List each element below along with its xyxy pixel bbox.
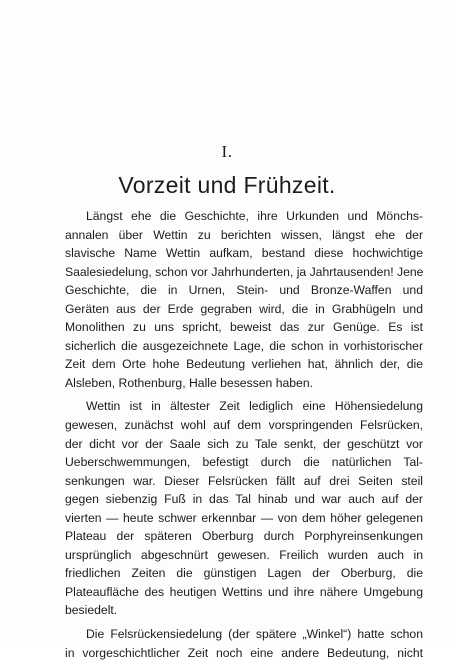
text-line: Plateau der späteren Oberburg durch Porphyreinsenkungen — [65, 529, 423, 544]
text-line: der dicht vor der Saale sich zu Tale senkt, der geschützt vor — [65, 436, 423, 451]
chapter-title: Vorzeit und Frühzeit. — [118, 172, 336, 198]
text-line: gegen siebenzig Fuß in das Tal hinab und war auch auf der — [65, 492, 423, 507]
text-line: Alsleben, Rothenburg, Halle besessen haben. — [65, 375, 313, 390]
text-line: annalen über Wettin zu berichten wissen, längst ehe der — [65, 227, 423, 242]
text-line: sicherlich die ausgezeichnete Lage, die schon in vorhistorischer — [65, 338, 423, 353]
text-line: Monolithen zu uns spricht, beweist das zur Genüge. Es ist — [65, 320, 423, 335]
text-line: ursprünglich abgeschnürt gewesen. Freilich wurden auch in — [65, 547, 423, 562]
text-line: gewesen, zunächst wohl auf dem vorspringenden Felsrücken, — [65, 418, 423, 433]
chapter-number: I. — [221, 142, 233, 161]
paragraph — [65, 207, 423, 392]
text-line: besiedelt. — [65, 603, 118, 618]
text-line: Plateaufläche des heutigen Wettins und ihre nähere Umgebung — [65, 584, 423, 599]
text-line: Ueberschwemmungen, befestigt durch die natürlichen Tal- — [65, 455, 423, 470]
paragraph — [65, 397, 423, 620]
text-line: Geschichte, die in Urnen, Stein- und Bronze-Waffen und — [65, 283, 423, 298]
paragraph — [65, 625, 423, 662]
chapter-body — [65, 207, 423, 662]
text-line: Die Felsrückensiedelung (der spätere „Winkel“) hatte schon — [86, 627, 423, 642]
text-line: Geräten aus der Erde gegraben wird, die in Grabhügeln und — [65, 301, 423, 316]
text-line: Zeit dem Orte hohe Bedeutung verliehen hat, ähnlich der, die — [65, 357, 423, 372]
text-line: slavische Name Wettin aufkam, bestand diese hochwichtige — [65, 246, 423, 261]
text-line: vierten — heute schwer erkennbar — von dem höher gelegenen — [65, 510, 423, 525]
text-line: senkungen war. Dieser Felsrücken fällt auf drei Seiten steil — [65, 473, 423, 488]
text-line: in vorgeschichtlicher Zeit noch eine andere Bedeutung, nicht — [65, 645, 423, 660]
text-line: Längst ehe die Geschichte, ihre Urkunden und Mönchs- — [86, 209, 423, 223]
text-line: friedlichen Zeiten die günstigen Lagen der Oberburg, die — [65, 566, 423, 581]
text-line: Saalesiedelung, schon vor Jahrhunderten, ja Jahrtausenden! Jene — [65, 264, 423, 279]
text-line: Wettin ist in ältester Zeit lediglich eine Höhensiedelung — [86, 399, 423, 414]
